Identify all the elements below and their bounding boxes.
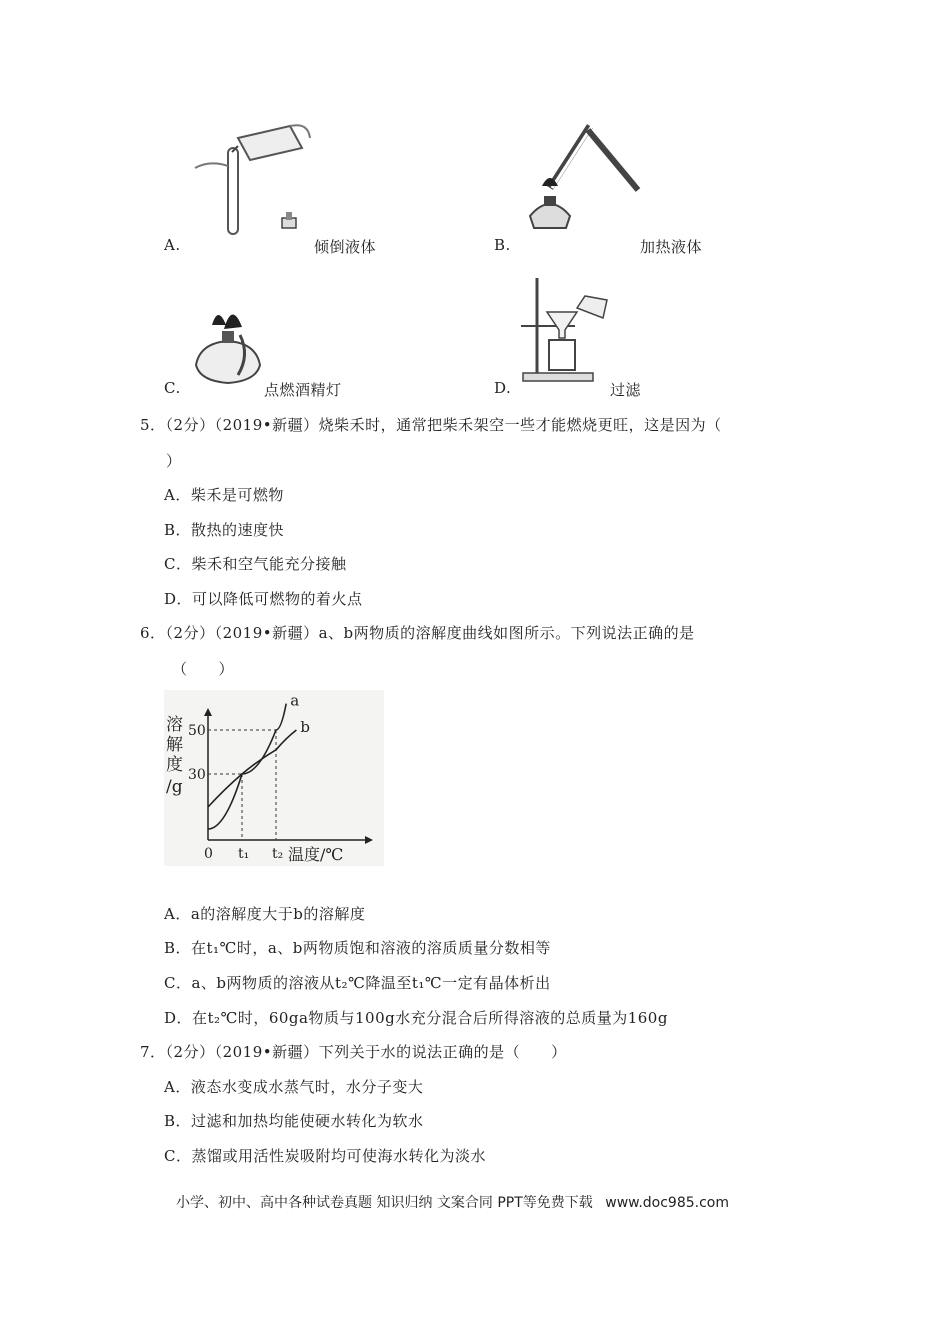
x-tick-label: t₁	[238, 846, 250, 862]
option-c-letter: C.	[164, 379, 181, 397]
option-b-letter: B.	[494, 236, 511, 254]
q5-option-b: B．散热的速度快	[164, 521, 285, 539]
option-d-caption: 过滤	[610, 381, 642, 399]
q5-option-a: A．柴禾是可燃物	[164, 486, 284, 504]
series-b-curve	[208, 730, 296, 807]
q5-stem-cont: ）	[166, 452, 182, 470]
y-axis-label-2: 解	[166, 735, 183, 755]
q5-option-d: D．可以降低可燃物的着火点	[164, 590, 363, 608]
option-a-letter: A.	[164, 236, 181, 254]
series-a-label: a	[290, 691, 300, 710]
y-axis-label-3: 度	[166, 755, 183, 775]
q6-stem: 6．（2分）（2019•新疆）a、b两物质的溶解度曲线如图所示。下列说法正确的是	[140, 624, 695, 642]
q6-option-b: B．在t₁℃时，a、b两物质饱和溶液的溶质质量分数相等	[164, 939, 551, 957]
pour-liquid-illustration	[190, 118, 315, 238]
y-tick-label: 30	[188, 767, 206, 783]
q6-stem-cont: （ ）	[172, 660, 235, 678]
page-footer	[176, 1192, 729, 1212]
q7-option-a: A．液态水变成水蒸气时，水分子变大	[164, 1078, 424, 1096]
footer-text: 小学、初中、高中各种试卷真题 知识归纳 文案合同 PPT等免费下载	[176, 1195, 593, 1211]
y-axis-label-4: /g	[166, 777, 183, 797]
y-axis-label-1: 溶	[166, 715, 183, 735]
q5-stem: 5．（2分）（2019•新疆）烧柴禾时，通常把柴禾架空一些才能燃烧更旺，这是因为（	[140, 416, 722, 434]
y-axis-arrow	[204, 708, 212, 716]
series-b-label: b	[300, 718, 311, 736]
option-d-letter: D.	[494, 379, 512, 397]
footer-site[interactable]: www.doc985.com	[605, 1195, 729, 1211]
option-a-caption: 倾倒液体	[314, 238, 377, 256]
q7-option-b: B．过滤和加热均能使硬水转化为软水	[164, 1112, 424, 1130]
q6-option-d: D．在t₂℃时，60ga物质与100g水充分混合后所得溶液的总质量为160g	[164, 1009, 668, 1027]
solubility-curve-chart	[164, 690, 384, 866]
q5-option-c: C．柴禾和空气能充分接触	[164, 555, 347, 573]
light-alcohol-lamp-illustration	[190, 295, 270, 385]
option-c-caption: 点燃酒精灯	[264, 381, 342, 399]
filtration-illustration	[515, 278, 615, 383]
x-tick-label: 0	[204, 846, 213, 862]
heat-liquid-illustration	[520, 118, 645, 238]
series-a-curve	[208, 704, 286, 829]
option-b-caption: 加热液体	[640, 238, 703, 256]
x-axis-label: 温度/℃	[288, 845, 344, 864]
q7-stem: 7．（2分）（2019•新疆）下列关于水的说法正确的是（ ）	[140, 1043, 567, 1061]
q6-option-c: C．a、b两物质的溶液从t₂℃降温至t₁℃一定有晶体析出	[164, 974, 551, 992]
y-tick-label: 50	[188, 723, 206, 739]
x-axis-arrow	[365, 836, 373, 844]
x-tick-label: t₂	[272, 846, 284, 862]
q7-option-c: C．蒸馏或用活性炭吸附均可使海水转化为淡水	[164, 1147, 486, 1165]
q6-option-a: A．a的溶解度大于b的溶解度	[164, 905, 366, 923]
